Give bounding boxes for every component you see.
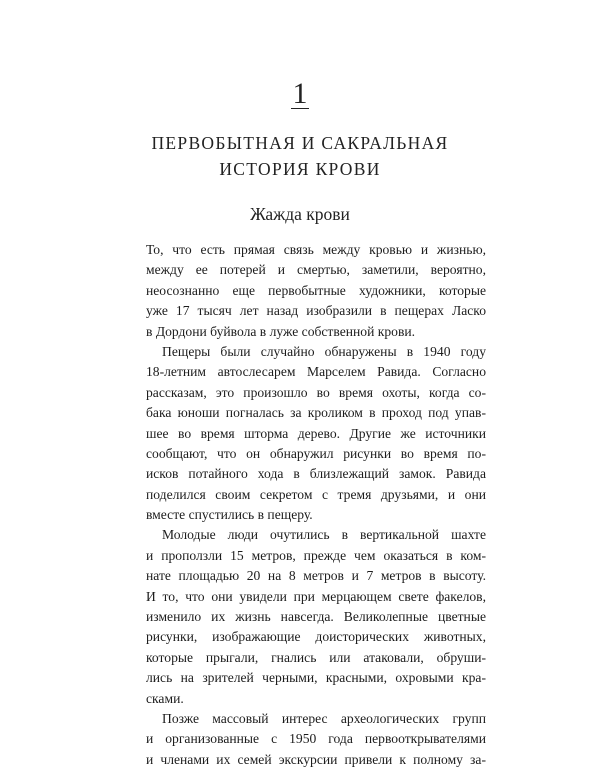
body-text <box>146 240 486 770</box>
section-title: Жажда крови <box>250 204 350 224</box>
text-line: в Дордони буйвола в луже собственной крови. <box>146 323 416 339</box>
text-line: уже 17 тысяч лет назад изобразили в пещерах Ласко <box>146 303 486 319</box>
text-line: шее во время шторма дерево. Другие же источники <box>146 425 486 441</box>
text-line: которые прыгали, гнались или атаковали, обруши- <box>146 649 486 665</box>
text-line: исков потайного хода в близлежащий замок. Равида <box>146 466 486 482</box>
text-line: 18-летним автослесарем Марселем Равида. Согласно <box>146 364 486 380</box>
text-line: неосознанно еще первобытные художники, которые <box>146 282 486 298</box>
text-line: и организованные с 1950 года первооткрывателями <box>146 731 486 747</box>
text-line: рассказам, это произошло во время охоты, когда со- <box>146 384 486 400</box>
chapter-title-line: ИСТОРИЯ КРОВИ <box>219 159 381 179</box>
text-line: нате площадью 20 на 8 метров и 7 метров в высоту. <box>146 568 486 584</box>
text-line: сообщают, что он обнаружил рисунки во время по- <box>146 445 486 461</box>
text-line: Позже массовый интерес археологических групп <box>162 710 486 726</box>
text-line: Пещеры были случайно обнаружены в 1940 году <box>162 343 486 359</box>
text-line: То, что есть прямая связь между кровью и жизнью, <box>146 242 486 257</box>
text-line: бака юноши погналась за кроликом в проход под упав- <box>146 405 486 421</box>
text-line: и членами их семей экскурсии привели к полному за- <box>146 751 486 767</box>
chapter-divider <box>291 108 309 109</box>
text-line: и проползли 15 метров, прежде чем оказаться в ком- <box>146 547 486 563</box>
text-line: лись на зрителей черными, красными, охровыми кра- <box>146 670 486 686</box>
text-line: Молодые люди очутились в вертикальной шахте <box>162 527 486 543</box>
chapter-title-line: ПЕРВОБЫТНАЯ И САКРАЛЬНАЯ <box>151 133 449 153</box>
text-line: сками. <box>146 690 184 706</box>
text-line: вместе спустились в пещеру. <box>146 507 313 523</box>
text-line: И то, что они увидели при мерцающем свете факелов, <box>146 588 486 604</box>
text-line: рисунки, изображающие доисторических животных, <box>146 629 486 645</box>
chapter-number: 1 <box>292 77 308 110</box>
chapter-title <box>0 130 600 182</box>
text-line: между ее потерей и смертью, заметили, вероятно, <box>146 262 486 278</box>
text-line: изменило их жизнь навсегда. Великолепные цветные <box>146 609 486 625</box>
text-line: поделился своим секретом с тремя друзьями, и они <box>146 486 486 502</box>
